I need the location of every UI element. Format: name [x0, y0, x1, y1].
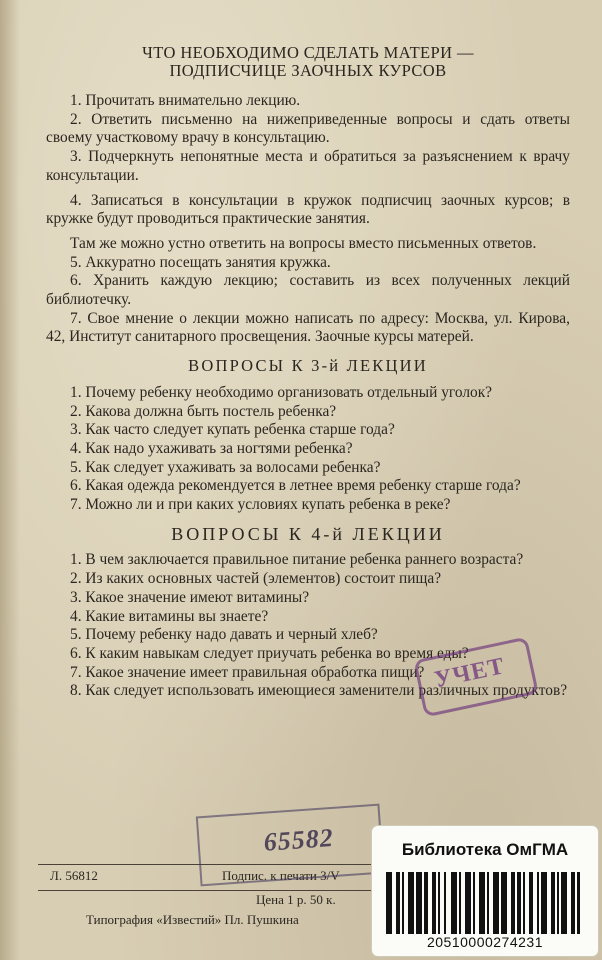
barcode-icon — [386, 872, 584, 934]
instruction-item: 5. Аккуратно посещать занятия кружка. — [70, 253, 331, 271]
page-title — [46, 44, 570, 80]
question-item: 3. Как часто следует купать ребенка старше года? — [70, 421, 395, 439]
question-item: 6. К каким навыкам следует приучать ребенка во время еды? — [70, 644, 469, 662]
library-label — [372, 826, 598, 956]
inventory-stamp — [196, 804, 384, 887]
imprint-printer: Типография «Известий» Пл. Пушкина — [86, 912, 299, 927]
question-item: 2. Из каких основных частей (элементов) состоит пища? — [70, 570, 442, 588]
title-line-1: ЧТО НЕОБХОДИМО СДЕЛАТЬ МАТЕРИ — — [142, 43, 474, 62]
instruction-item: 3. Подчеркнуть непонятные места и обратиться за разъяснением к врачу консультации. — [46, 148, 570, 184]
question-item: 5. Почему ребенку надо давать и черный хлеб? — [70, 626, 378, 644]
question-item: 6. Какая одежда рекомендуется в летнее время ребенку старше года? — [70, 477, 521, 495]
question-item: 4. Какие витамины вы знаете? — [70, 607, 269, 625]
library-name: Библиотека ОмГМА — [401, 840, 569, 859]
accounting-stamp-text: УЧЕТ — [432, 653, 508, 694]
section-title-lecture-4: ВОПРОСЫ К 4-й ЛЕКЦИИ — [171, 523, 445, 544]
question-item: 7. Можно ли и при каких условиях купать ребенка в реке? — [70, 496, 451, 514]
instruction-item: 4. Записаться в консультации в кружок подписчиц заочных курсов; в кружке будут проводиться практические занятия. — [46, 191, 570, 228]
imprint-price: Цена 1 р. 50 к. — [256, 892, 336, 907]
question-item: 1. В чем заключается правильное питание ребенка раннего возраста? — [70, 551, 524, 569]
question-item: 5. Как следует ухаживать за волосами ребенка? — [70, 458, 381, 476]
title-line-2: ПОДПИСЧИЦЕ ЗАОЧНЫХ КУРСОВ — [169, 61, 447, 80]
imprint-code: Л. 56812 — [50, 868, 98, 883]
instruction-item: 7. Свое мнение о лекции можно написать по адресу: Москва, ул. Кирова, 42, Институт санитарного просвещения. Заочные курсы матерей. — [46, 309, 570, 346]
question-item: 7. Какое значение имеет правильная обработка пищи? — [70, 663, 425, 681]
barcode-bar — [580, 872, 584, 934]
section-title-lecture-3: ВОПРОСЫ К 3-й ЛЕКЦИИ — [188, 356, 428, 376]
page-edge-shadow — [0, 0, 20, 960]
question-item: 4. Как надо ухаживать за ногтями ребенка? — [70, 439, 353, 457]
question-item: 3. Какое значение имеют витамины? — [70, 588, 310, 606]
question-item: 2. Какова должна быть постель ребенка? — [70, 402, 337, 420]
instruction-item: 2. Ответить письменно на нижеприведенные вопросы и сдать ответы своему участковому врачу в консультацию. — [46, 110, 570, 147]
instruction-item: 1. Прочитать внимательно лекцию. — [70, 92, 301, 109]
question-item: 8. Как следует использовать имеющиеся заменители различных продуктов? — [70, 682, 568, 700]
inventory-number: 65582 — [262, 822, 335, 857]
instruction-item: Там же можно устно ответить на вопросы вместо письменных ответов. — [70, 234, 537, 252]
instruction-item: 6. Хранить каждую лекцию; составить из всех полученных лекций библиотечку. — [46, 272, 570, 309]
question-item: 1. Почему ребенку необходимо организовать отдельный уголок? — [70, 383, 493, 401]
barcode-number: 20510000274231 — [426, 934, 543, 950]
imprint-signed-date: Подпис. к печати 3/V — [222, 868, 340, 883]
main-text — [46, 44, 570, 701]
